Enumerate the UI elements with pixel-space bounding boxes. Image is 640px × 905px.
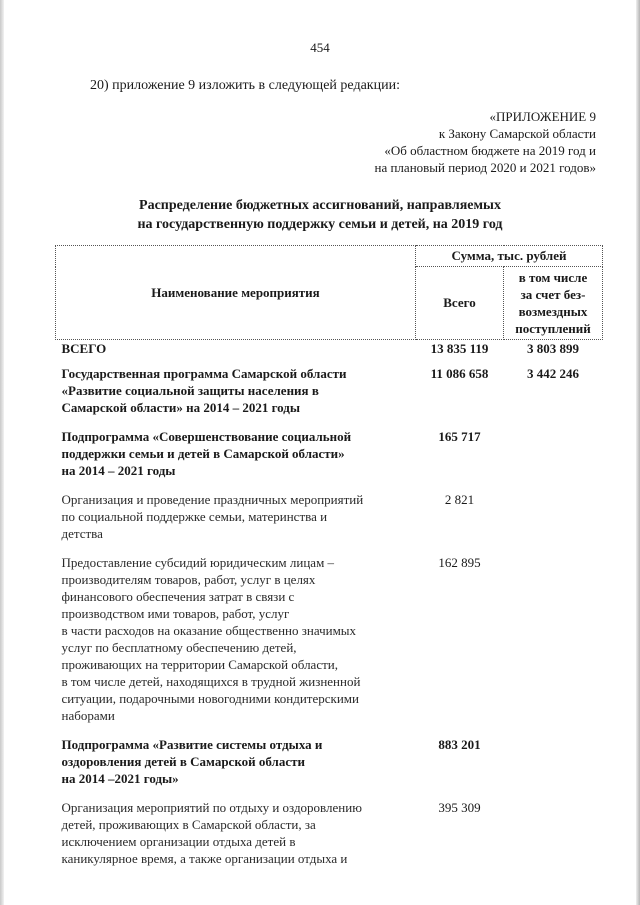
row-name bbox=[56, 799, 416, 867]
row-name-line: по социальной поддержке семьи, материнства и bbox=[61, 509, 328, 524]
row-name-line: на 2014 –2021 годы» bbox=[61, 771, 179, 786]
appendix-line: «ПРИЛОЖЕНИЕ 9 bbox=[489, 109, 596, 124]
row-name bbox=[56, 428, 416, 491]
row-name-line: услуг по бесплатному обеспечению детей, bbox=[61, 640, 297, 655]
column-header-sum: Сумма, тыс. рублей bbox=[416, 246, 603, 267]
row-name-line: Предоставление субсидий юридическим лицам – bbox=[61, 555, 335, 570]
row-name-line: Государственная программа Самарской области bbox=[61, 366, 347, 381]
row-name bbox=[56, 491, 416, 554]
row-name-line: Подпрограмма «Развитие системы отдыха и bbox=[61, 737, 323, 752]
header-incl-line: поступлений bbox=[515, 321, 591, 336]
row-name-line: детей, проживающих в Самарской области, за bbox=[61, 817, 316, 832]
row-name-line: исключением организации отдыха детей в bbox=[61, 834, 296, 849]
appendix-line: на плановый период 2020 и 2021 годов» bbox=[374, 160, 596, 175]
row-total: 162 895 bbox=[438, 555, 481, 570]
row-name-line: в части расходов на оказание общественно значимых bbox=[61, 623, 357, 638]
row-name bbox=[56, 365, 416, 428]
row-name-line: проживающих на территории Самарской области, bbox=[61, 657, 338, 672]
row-name-line: Организация и проведение праздничных мероприятий bbox=[61, 492, 364, 507]
row-name-line: производством ими товаров, работ, услуг bbox=[61, 606, 290, 621]
row-total: 2 821 bbox=[444, 492, 475, 507]
row-name-line: наборами bbox=[61, 708, 115, 723]
column-header-total: Всего bbox=[416, 267, 504, 340]
row-name-line: финансового обеспечения затрат в связи с bbox=[61, 589, 295, 604]
column-header-name: Наименование мероприятия bbox=[56, 246, 416, 340]
row-name-line: «Развитие социальной защиты населения в bbox=[61, 383, 319, 398]
table-row bbox=[56, 428, 603, 491]
row-name-line: оздоровления детей в Самарской области bbox=[61, 754, 305, 769]
row-incl bbox=[504, 736, 603, 799]
appendix-line: «Об областном бюджете на 2019 год и bbox=[384, 143, 596, 158]
header-incl-line: возмездных bbox=[518, 304, 588, 319]
row-incl: 3 442 246 bbox=[527, 366, 579, 381]
table-row bbox=[56, 491, 603, 554]
title-line: на государственную поддержку семьи и детей, на 2019 год bbox=[137, 217, 503, 232]
row-total: 395 309 bbox=[438, 800, 481, 815]
row-name-line: детства bbox=[61, 526, 103, 541]
table-row bbox=[56, 799, 603, 867]
row-name bbox=[56, 340, 416, 366]
row-total: 11 086 658 bbox=[430, 366, 489, 381]
row-name-line: Подпрограмма «Совершенствование социальной bbox=[61, 429, 352, 444]
row-total: 883 201 bbox=[438, 737, 481, 752]
row-name-line: ВСЕГО bbox=[61, 341, 107, 356]
row-incl bbox=[504, 799, 603, 867]
row-name bbox=[56, 736, 416, 799]
document-title bbox=[0, 196, 640, 234]
row-name-line: Самарской области» на 2014 – 2021 годы bbox=[61, 400, 301, 415]
row-incl bbox=[504, 554, 603, 736]
row-name-line: каникулярное время, а также организации отдыха и bbox=[61, 851, 348, 866]
row-name bbox=[56, 554, 416, 736]
appendix-line: к Закону Самарской области bbox=[438, 126, 596, 141]
header-incl-line: за счет без- bbox=[520, 287, 586, 302]
row-incl: 3 803 899 bbox=[527, 341, 579, 356]
page-number: 454 bbox=[310, 40, 330, 55]
header-incl-line: в том числе bbox=[518, 270, 588, 285]
allocation-table bbox=[55, 245, 603, 867]
table-row bbox=[56, 365, 603, 428]
row-name-line: Организация мероприятий по отдыху и оздоровлению bbox=[61, 800, 362, 815]
row-incl bbox=[504, 428, 603, 491]
row-name-line: на 2014 – 2021 годы bbox=[61, 463, 176, 478]
row-total: 13 835 119 bbox=[430, 341, 489, 356]
column-header-incl bbox=[504, 267, 603, 340]
table-row bbox=[56, 736, 603, 799]
intro-text: 20) приложение 9 изложить в следующей редакции: bbox=[90, 78, 400, 93]
title-line: Распределение бюджетных ассигнований, направляемых bbox=[139, 198, 501, 213]
row-name-line: в том числе детей, находящихся в трудной жизненной bbox=[61, 674, 361, 689]
table-row bbox=[56, 554, 603, 736]
scan-edge-left bbox=[0, 0, 4, 905]
table-row bbox=[56, 340, 603, 366]
appendix-heading bbox=[276, 108, 596, 176]
row-total: 165 717 bbox=[438, 429, 481, 444]
row-name-line: ситуации, подарочными новогодними кондитерскими bbox=[61, 691, 359, 706]
row-incl bbox=[504, 491, 603, 554]
row-name-line: поддержки семьи и детей в Самарской области» bbox=[61, 446, 345, 461]
row-name-line: производителям товаров, работ, услуг в целях bbox=[61, 572, 316, 587]
scan-edge-right bbox=[636, 0, 640, 905]
